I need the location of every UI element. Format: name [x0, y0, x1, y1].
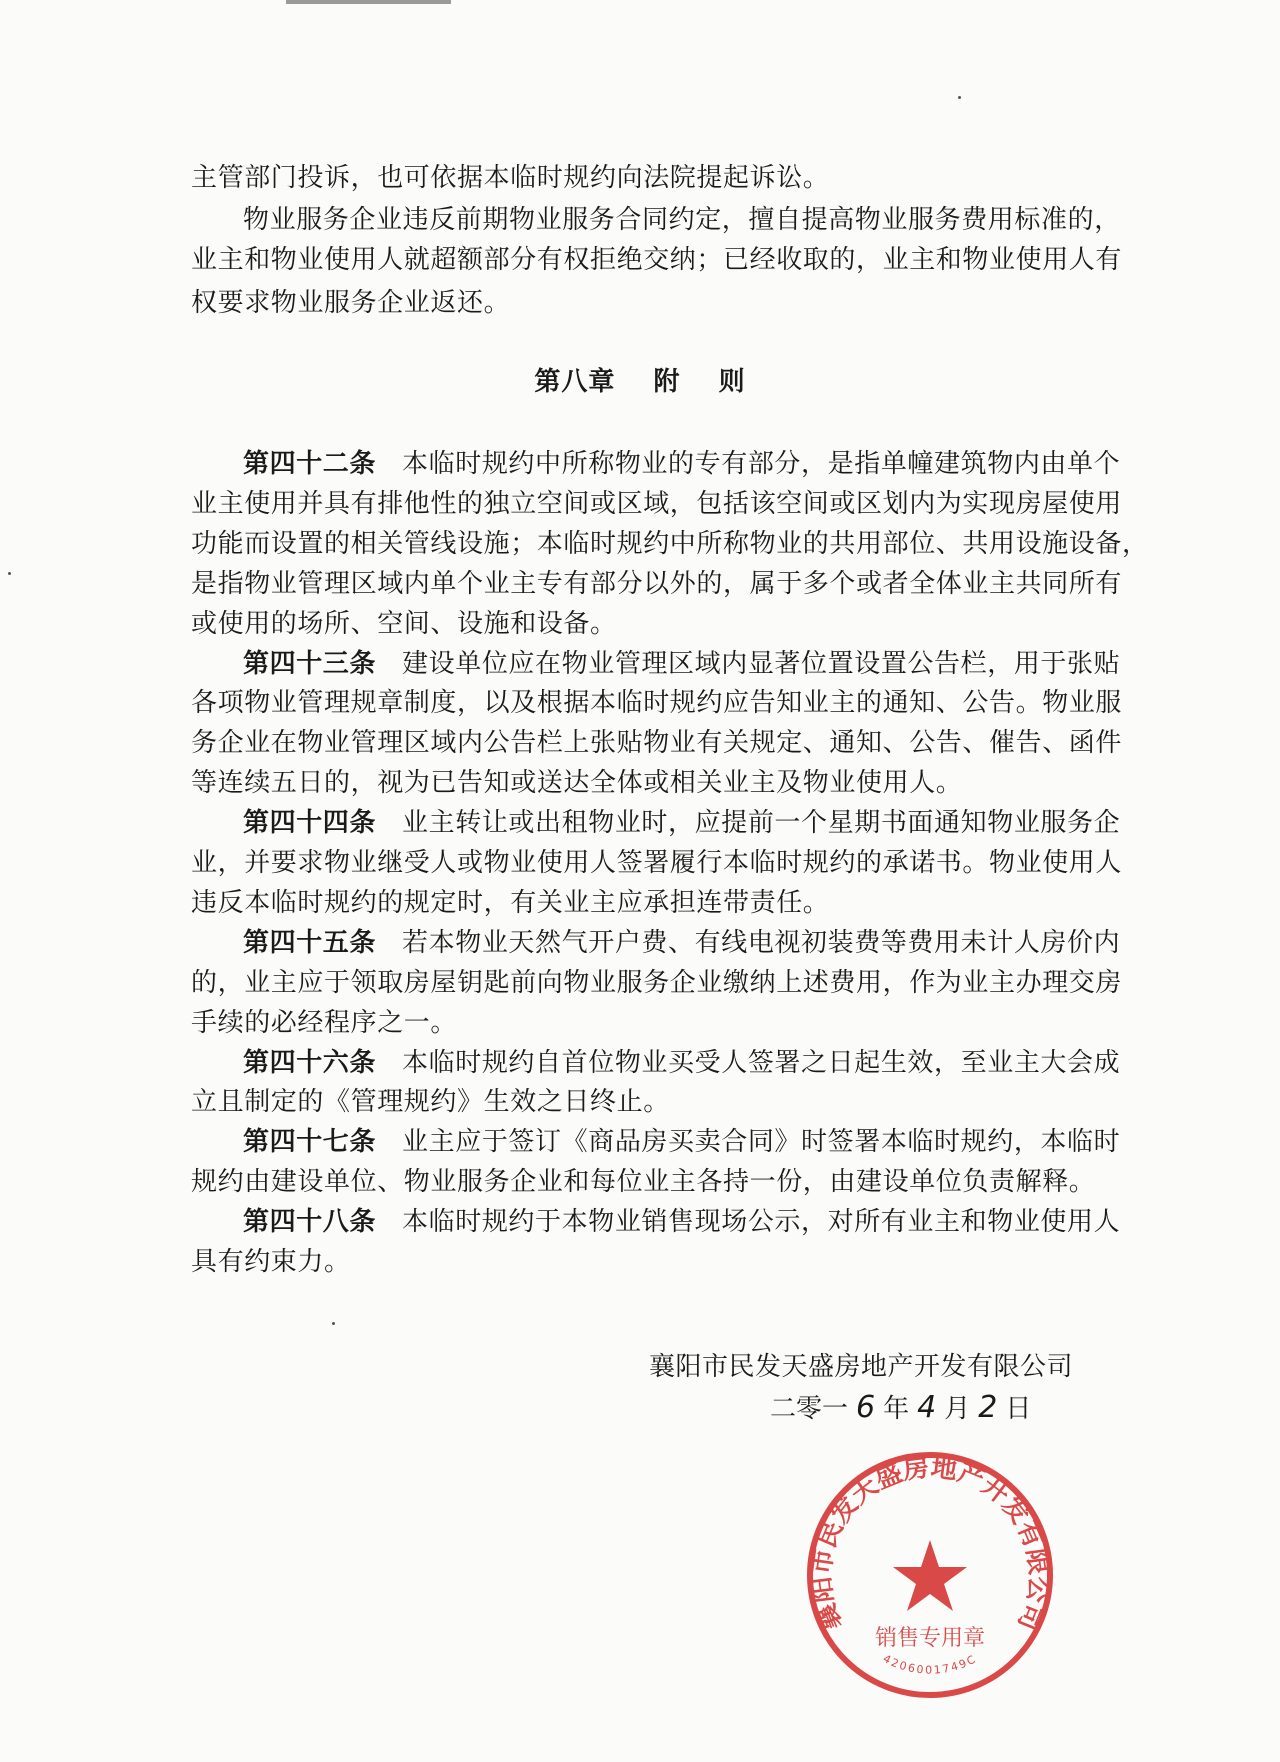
- scan-speck: [332, 1322, 335, 1325]
- date-day-digit: 2: [978, 1390, 998, 1425]
- text-line: [191, 767, 962, 799]
- article-text: 业主转让或出租物业时，应提前一个星期书面通知物业服务企: [402, 808, 1121, 839]
- article-text: 或使用的场所、空间、设施和设备。: [191, 608, 617, 639]
- scan-artifact: [286, 0, 451, 4]
- article-text: 等连续五日的，视为已告知或送达全体或相关业主及物业使用人。: [191, 768, 963, 799]
- text-line: 物业服务企业违反前期物业服务合同约定，擅自提高物业服务费用标准的，: [243, 205, 1121, 235]
- seal-text: 襄阳市民发天盛房地产开发有限公司: [806, 1452, 1054, 1635]
- date-prefix: 二零一: [770, 1394, 849, 1424]
- article-label: 第四十七条: [243, 1127, 377, 1158]
- chapter-title-1: 附: [653, 367, 681, 397]
- text-line: [191, 847, 1122, 879]
- chapter-title-2: 则: [718, 367, 746, 397]
- text-line: [191, 488, 1122, 520]
- text-line: [191, 608, 617, 640]
- text-line: [191, 568, 1122, 600]
- date-year: 年: [883, 1394, 910, 1424]
- article-label: 第四十四条: [243, 808, 377, 839]
- article-text: 本临时规约中所称物业的专有部分，是指单幢建筑物内由单个: [402, 449, 1121, 479]
- text-line: [191, 727, 1122, 759]
- article-text: 业，并要求物业继受人或物业使用人签署履行本临时规约的承诺书。物业使用人: [191, 848, 1123, 878]
- article-text: 业主使用并具有排他性的独立空间或区域，包括该空间或区划内为实现房屋使用: [191, 488, 1123, 519]
- article-first-line: [243, 448, 1120, 480]
- text-line: 业主和物业使用人就超额部分有权拒绝交纳；已经收取的，业主和物业使用人有: [191, 245, 1123, 275]
- text-line: [191, 687, 1122, 719]
- article-text: 若本物业天然气开户费、有线电视初装费等费用未计人房价内: [402, 927, 1121, 958]
- article-text: 立且制定的《管理规约》生效之日终止。: [191, 1087, 670, 1118]
- article-text: 本临时规约自首位物业买受人签署之日起生效，至业主大会成: [402, 1047, 1121, 1078]
- article-first-line: [243, 807, 1120, 839]
- article-text: 务企业在物业管理区域内公告栏上张贴物业有关规定、通知、公告、催告、函件: [191, 728, 1123, 759]
- text-line: [191, 1086, 670, 1118]
- article-label: 第四十二条: [243, 449, 377, 479]
- date-month: 月: [944, 1394, 971, 1424]
- article-label: 第四十六条: [243, 1047, 377, 1078]
- text-line: 权要求物业服务企业返还。: [191, 288, 511, 318]
- company-seal: [800, 1445, 1060, 1705]
- seal-star-icon: [893, 1540, 967, 1611]
- date-month-digit: 4: [917, 1390, 937, 1425]
- chapter-number: 第八章: [534, 367, 616, 397]
- article-label: 第四十三条: [243, 648, 377, 679]
- article-text: 本临时规约于本物业销售现场公示，对所有业主和物业使用人: [402, 1207, 1121, 1238]
- article-first-line: [243, 927, 1120, 959]
- article-text: 业主应于签订《商品房买卖合同》时签署本临时规约，本临时: [402, 1127, 1121, 1158]
- seal-bottom-text: 销售专用章: [874, 1626, 986, 1651]
- date-day: 日: [1005, 1394, 1032, 1424]
- article-text: 是指物业管理区域内单个业主专有部分以外的，属于多个或者全体业主共同所有: [191, 568, 1123, 599]
- article-first-line: [243, 648, 1120, 680]
- text-line: [191, 1246, 351, 1278]
- text-line: [191, 967, 1122, 999]
- scan-speck: [8, 572, 11, 575]
- text-line: [191, 887, 829, 919]
- article-text: 手续的必经程序之一。: [191, 1007, 458, 1038]
- text-line: [191, 1007, 457, 1039]
- seal-serial: 4206001749C: [880, 1652, 980, 1677]
- article-text: 功能而设置的相关管线设施；本临时规约中所称物业的共用部位、共用设施设备，: [191, 528, 1149, 559]
- chapter-heading: [0, 366, 1280, 398]
- date-year-digit: 6: [856, 1390, 876, 1425]
- article-text: 建设单位应在物业管理区域内显著位置设置公告栏，用于张贴: [402, 648, 1121, 679]
- article-label: 第四十五条: [243, 927, 377, 958]
- signature-company: 襄阳市民发天盛房地产开发有限公司: [649, 1352, 1074, 1382]
- article-text: 各项物业管理规章制度，以及根据本临时规约应告知业主的通知、公告。物业服: [191, 688, 1123, 719]
- article-first-line: [243, 1206, 1120, 1238]
- article-label: 第四十八条: [243, 1207, 377, 1238]
- article-text: 的，业主应于领取房屋钥匙前向物业服务企业缴纳上述费用，作为业主办理交房: [191, 967, 1123, 998]
- text-line: 主管部门投诉，也可依据本临时规约向法院提起诉讼。: [191, 163, 830, 193]
- article-text: 具有约束力。: [191, 1247, 351, 1277]
- scan-speck: [958, 96, 961, 99]
- article-text: 规约由建设单位、物业服务企业和每位业主各持一份，由建设单位负责解释。: [191, 1167, 1096, 1198]
- text-line: [191, 1166, 1095, 1198]
- signature-date: [770, 1391, 1031, 1426]
- article-first-line: [243, 1047, 1120, 1079]
- text-line: [191, 528, 1149, 560]
- article-first-line: [243, 1126, 1120, 1158]
- article-text: 违反本临时规约的规定时，有关业主应承担连带责任。: [191, 887, 830, 918]
